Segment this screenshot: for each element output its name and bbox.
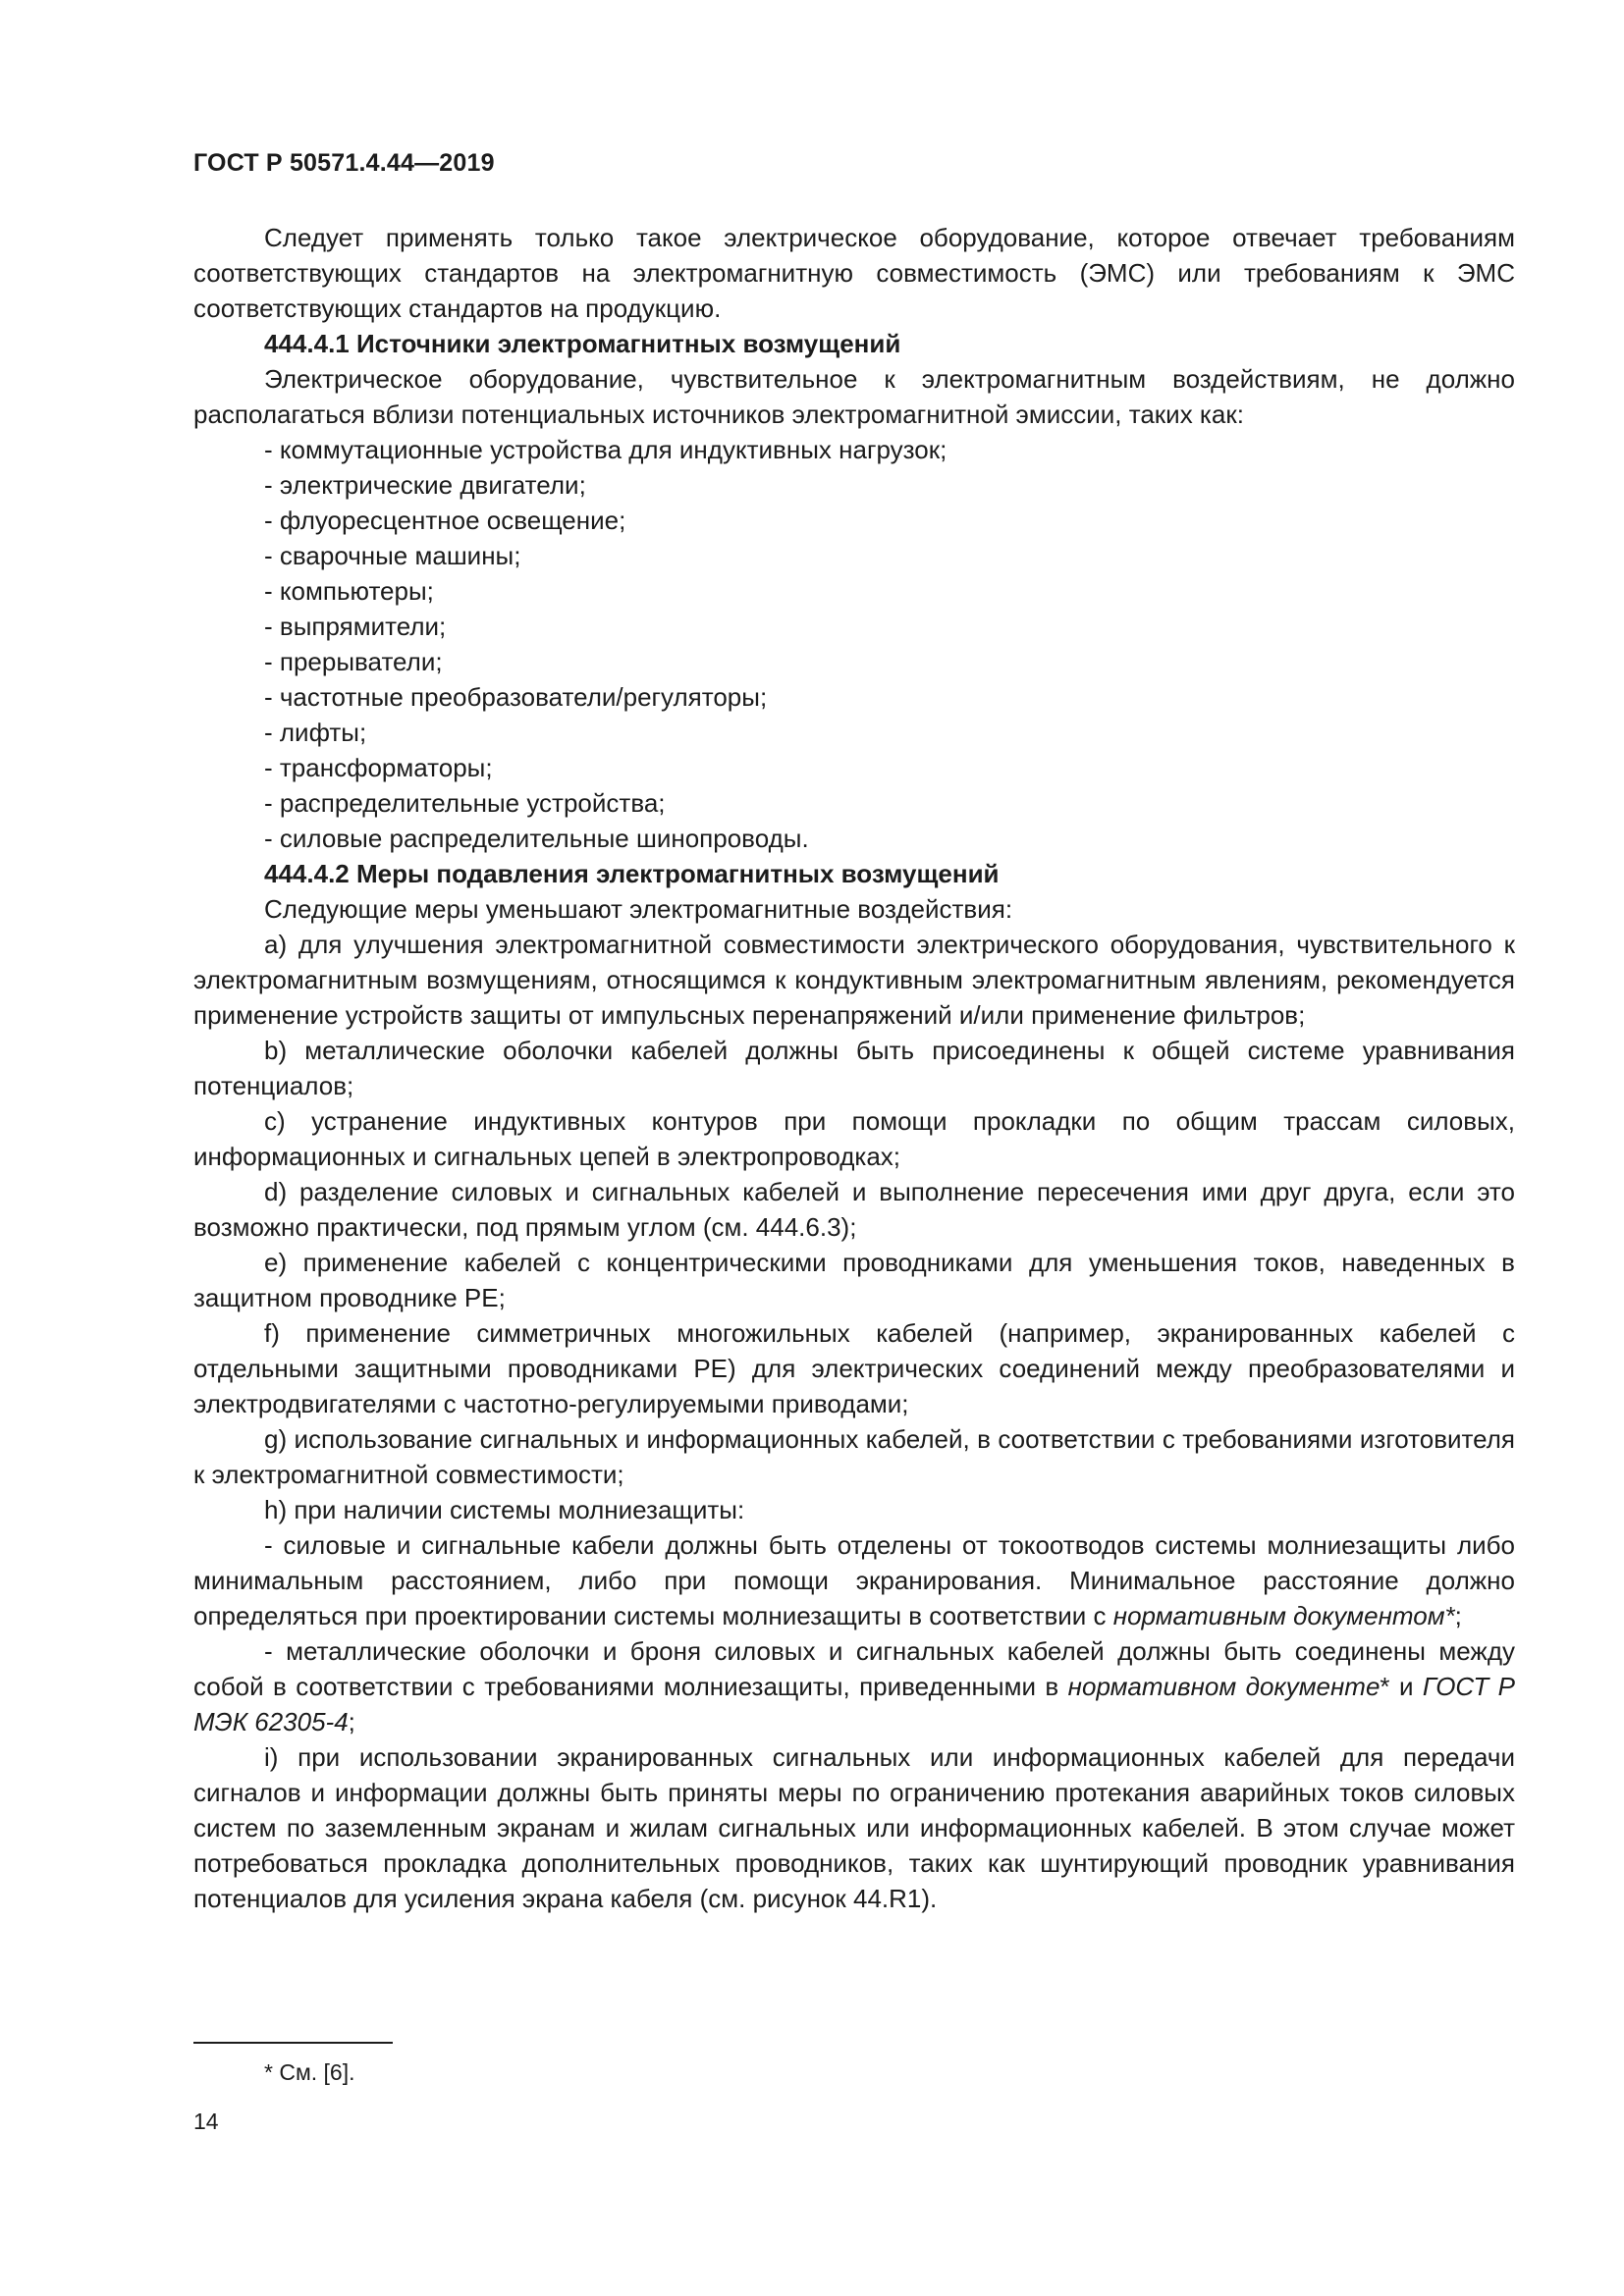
list-item: - электрические двигатели; <box>264 470 586 500</box>
measure-i: i) при использовании экранированных сигнальных или информационных кабелей для передачи сигналов и информации должны быть приняты меры по ограничению протекания аварийных токов силовых систем по заземленным экранам и жилам сигнальных или информационных кабелей. В этом случае может потребоваться прокладка дополнительных проводников, таких как шунтирующий проводник уравнивания потенциалов для усиления экрана кабеля (см. рисунок 44.R1). <box>193 1742 1515 1913</box>
list-item: - сварочные машины; <box>264 541 521 570</box>
list-item: - распределительные устройства; <box>264 788 666 818</box>
measure-h-subitem-1-end: ; <box>1454 1601 1462 1630</box>
standard-reference: ГОСТ Р МЭК 62305-4 <box>193 1672 1515 1736</box>
list-item: - трансформаторы; <box>264 753 493 782</box>
measure-h-subitem-2-mid: * и <box>1380 1672 1423 1701</box>
measure-h-subitem-2-text: - металлические оболочки и броня силовых и сигнальных кабелей должны быть соединены между собой в соответствии с требованиями молниезащиты, приведенными в <box>193 1636 1515 1701</box>
section-444-4-2-heading: 444.4.2 Меры подавления электромагнитных возмущений <box>264 859 1000 888</box>
list-item: - коммутационные устройства для индуктивных нагрузок; <box>264 435 947 464</box>
measure-f: f) применение симметричных многожильных кабелей (например, экранированных кабелей с отдельными защитными проводниками PE) для электрических соединений между преобразователями и электродвигателями с частотно-регулируемыми приводами; <box>193 1318 1515 1418</box>
measure-h-subitem-2-end: ; <box>348 1707 355 1736</box>
measure-a: a) для улучшения электромагнитной совместимости электрического оборудования, чувствительного к электромагнитным возмущениям, относящимся к кондуктивным электромагнитным явлениям, рекомендуется применение устройств защиты от импульсных перенапряжений и/или применение фильтров; <box>193 930 1515 1030</box>
normative-document-reference: нормативном документе <box>1067 1672 1380 1701</box>
measure-b: b) металлические оболочки кабелей должны быть присоединены к общей системе уравнивания потенциалов; <box>193 1036 1515 1100</box>
list-item: - компьютеры; <box>264 576 434 606</box>
measure-h-subitem-1 <box>193 1527 1515 1633</box>
measure-h-subitem-1-text: - силовые и сигнальные кабели должны быть отделены от токоотводов системы молниезащиты либо минимальным расстоянием, либо при помощи экранирования. Минимальное расстояние должно определяться при проектировании системы молниезащиты в соответствии с <box>193 1530 1515 1630</box>
measure-g: g) использование сигнальных и информационных кабелей, в соответствии с требованиями изготовителя к электромагнитной совместимости; <box>193 1424 1515 1489</box>
list-item: - выпрямители; <box>264 612 447 641</box>
list-item: - прерыватели; <box>264 647 443 676</box>
document-header: ГОСТ Р 50571.4.44—2019 <box>193 149 495 177</box>
list-item: - лифты; <box>264 718 367 747</box>
intro-paragraph: Следует применять только такое электрическое оборудование, которое отвечает требованиям соответствующих стандартов на электромагнитную совместимость (ЭМС) или требованиям к ЭМС соответствующих стандартов на продукцию. <box>193 223 1515 323</box>
measure-h-subitem-2 <box>193 1633 1515 1739</box>
normative-document-reference: нормативным документом* <box>1112 1601 1455 1630</box>
list-item: - силовые распределительные шинопроводы. <box>264 824 809 853</box>
measure-h: h) при наличии системы молниезащиты: <box>264 1495 745 1524</box>
measure-c: c) устранение индуктивных контуров при помощи прокладки по общим трассам силовых, информационных и сигнальных цепей в электропроводках; <box>193 1106 1515 1171</box>
measure-d: d) разделение силовых и сигнальных кабелей и выполнение пересечения ими друг друга, если это возможно практически, под прямым углом (см. 444.6.3); <box>193 1177 1515 1242</box>
list-item: - флуоресцентное освещение; <box>264 506 626 535</box>
document-body <box>193 220 1515 1916</box>
footnote-divider <box>193 2042 393 2044</box>
section-444-4-1-lead: Электрическое оборудование, чувствительное к электромагнитным воздействиям, не должно располагаться вблизи потенциальных источников электромагнитной эмиссии, таких как: <box>193 364 1515 429</box>
page-number: 14 <box>193 2109 219 2134</box>
section-444-4-1-heading: 444.4.1 Источники электромагнитных возмущений <box>264 329 901 358</box>
list-item: - частотные преобразователи/регуляторы; <box>264 682 768 712</box>
footnote: * См. [6]. <box>264 2059 355 2085</box>
measure-e: e) применение кабелей с концентрическими проводниками для уменьшения токов, наведенных в защитном проводнике PE; <box>193 1248 1515 1312</box>
section-444-4-2-lead: Следующие меры уменьшают электромагнитные воздействия: <box>264 894 1013 924</box>
